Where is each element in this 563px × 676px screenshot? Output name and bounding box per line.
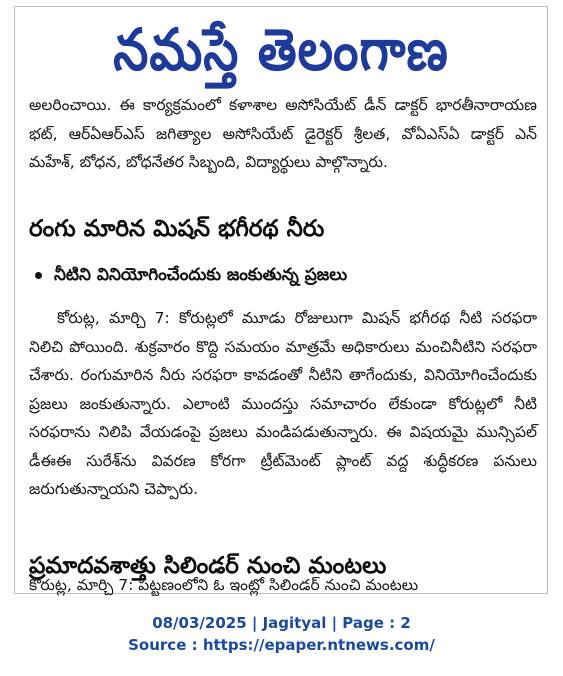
article-next-cut-text: కోరుట్ల, మార్చి 7: పట్టణంలోని ఓ ఇంట్లో సిలిండర్ నుంచి మంటలు [29, 576, 419, 594]
bullet-icon [35, 272, 42, 279]
article-next-headline: ప్రమాదవశాత్తు సిలిండర్ నుంచి మంటలు [29, 553, 387, 579]
article-top-text: అలరించాయి. ఈ కార్యక్రమంలో కళాశాల అసోసియేట్ డీన్ డాక్టర్ భారతీనారాయణ భట్, ఆర్ఏఆర్ఎస్ జగిత్యాల అసోసియేట్ డైరెక్టర్ శ్రీలత, వోఏఎస్ఏ డాక్టర్ ఎన్ మహేశ్, బోధన, బోధనేతర సిబ్బంది, విద్యార్థులు పాల్గొన్నారు. [29, 96, 537, 171]
article-top-continuation [29, 96, 537, 177]
footer-edition: 08/03/2025 | Jagityal | Page : 2 [152, 614, 411, 632]
article-body: కోరుట్ల, మార్చి 7: కోరుట్లలో మూడు రోజులుగా మిషన్ భగీరథ నీటి సరఫరా నిలిచి పోయింది. శుక్రవారం కొద్ది సమయం మాత్రమే అధికారులు మంచినీటిని సరఫరా చేశారు. రంగుమారిన నీరు సరఫరా కావడంతో నీటిని తాగేందుకు, వినియోగించేందుకు ప్రజలు జంకుతున్నారు. ఎలాంటి ముందస్తు సమాచారం లేకుండా కోరుట్లలో నీటి సరఫరాను నిలిపి వేయడంపై ప్రజలు మండిపడుతున్నారు. ఈ విషయమై మున్సిపల్ డీఈఈ సురేశ్‌ను వివరణ కోరగా ట్రీట్‌మెంట్ ప్లాంట్ వద్ద శుద్ధీకరణ పనులు జరుగుతున్నాయని చెప్పారు. [29, 309, 537, 498]
footer-source: Source : https://epaper.ntnews.com/ [128, 636, 435, 654]
footer [0, 612, 563, 656]
article-next-cut-line [29, 576, 537, 601]
newspaper-clipping [14, 6, 548, 594]
article-subhead-text: నీటిని వినియోగించేందుకు జంకుతున్న ప్రజలు [54, 265, 348, 285]
article-headline: రంగు మారిన మిషన్ భగీరథ నీరు [29, 216, 325, 242]
article-main [29, 212, 537, 504]
masthead [15, 9, 547, 91]
masthead-title: నమస్తే తెలంగాణ [113, 16, 449, 84]
article-subhead [29, 260, 537, 290]
